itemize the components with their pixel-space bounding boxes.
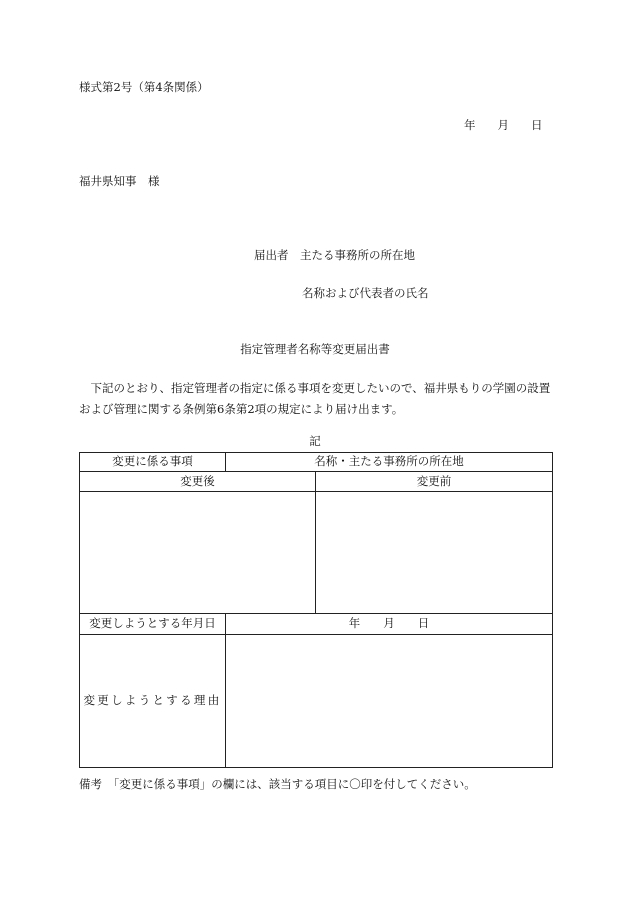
addressee: 福井県知事 様 bbox=[79, 174, 160, 188]
form-number: 様式第2号（第4条関係） bbox=[79, 80, 209, 94]
table-row bbox=[80, 492, 553, 614]
document-title: 指定管理者名称等変更届出書 bbox=[240, 342, 390, 356]
table-row bbox=[80, 453, 553, 472]
record-table bbox=[79, 452, 553, 768]
after-value-cell[interactable] bbox=[80, 492, 316, 614]
date-day-label: 日 bbox=[531, 118, 543, 132]
date-month-label: 月 bbox=[497, 118, 509, 132]
reason-value-cell[interactable] bbox=[226, 635, 553, 768]
date-year-label: 年 bbox=[464, 118, 476, 132]
table-row bbox=[80, 635, 553, 768]
change-date-label-cell: 変更しようとする年月日 bbox=[80, 614, 226, 635]
submitter-name-label: 名称および代表者の氏名 bbox=[302, 286, 429, 300]
table-row bbox=[80, 472, 553, 492]
item-value-cell: 名称・主たる事務所の所在地 bbox=[226, 453, 553, 472]
remarks-note: 備考 「変更に係る事項」の欄には、該当する項目に〇印を付してください。 bbox=[79, 777, 476, 791]
ki-label: 記 bbox=[309, 434, 321, 448]
reason-label-cell: 変更しようとする理由 bbox=[80, 635, 226, 768]
table-row bbox=[80, 614, 553, 635]
submitter-address-label: 届出者 主たる事務所の所在地 bbox=[254, 248, 415, 262]
before-value-cell[interactable] bbox=[316, 492, 553, 614]
after-label-cell: 変更後 bbox=[80, 472, 316, 492]
change-date-value-cell[interactable]: 年 月 日 bbox=[226, 614, 553, 635]
before-label-cell: 変更前 bbox=[316, 472, 553, 492]
submission-date bbox=[464, 120, 543, 132]
item-label-cell: 変更に係る事項 bbox=[80, 453, 226, 472]
body-text: 下記のとおり、指定管理者の指定に係る事項を変更したいので、福井県もりの学園の設置および管理に関する条例第6条第2項の規定により届け出ます。 bbox=[79, 381, 551, 416]
